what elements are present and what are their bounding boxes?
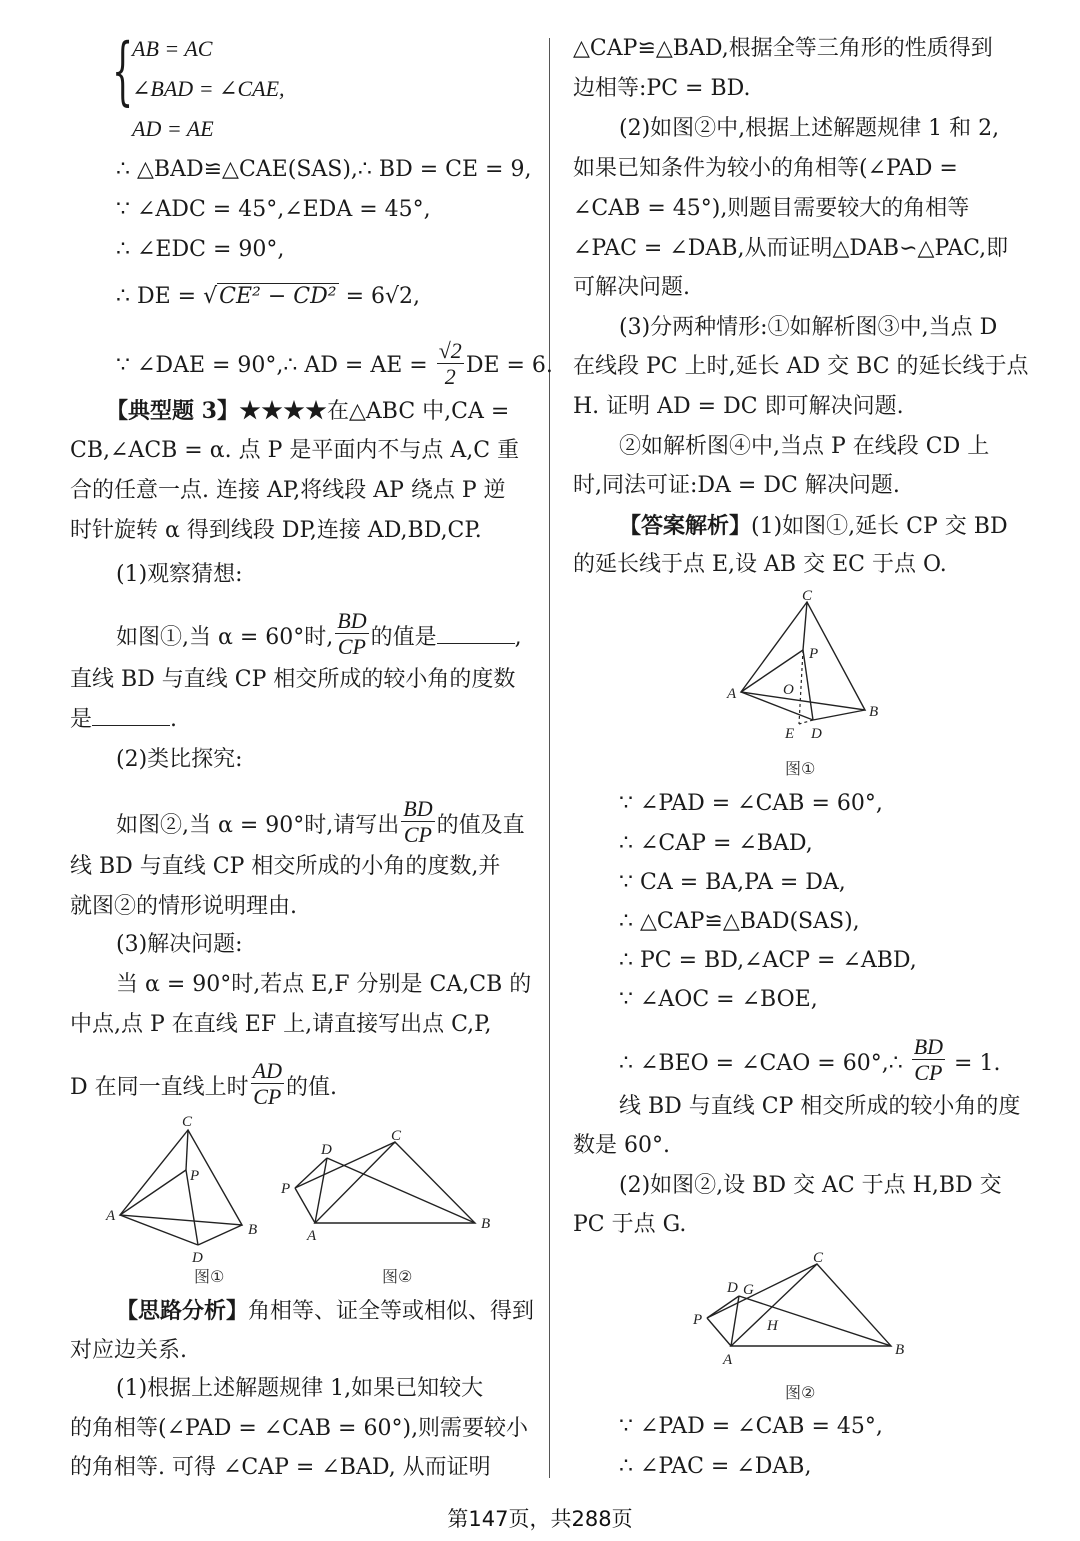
text: ,	[514, 625, 522, 650]
answer-figure-2-svg	[691, 1244, 911, 1370]
label-p: P	[190, 1168, 200, 1184]
label-c: C	[391, 1128, 402, 1144]
analysis-line: (2)如图②中,根据上述解题规律 1 和 2,	[619, 116, 1000, 141]
label-a: A	[727, 686, 737, 702]
solution-line	[619, 1034, 1001, 1085]
text: 的值及直	[436, 813, 525, 838]
proof-line: ∴ △BAD≌△CAE(SAS),∴ BD = CE = 9,	[116, 157, 532, 182]
subquestion-title: (1)观察猜想:	[116, 562, 243, 587]
label-d: D	[192, 1250, 203, 1266]
question-line: CB,∠ACB = α. 点 P 是平面内不与点 A,C 重	[70, 438, 520, 463]
segment-ad	[120, 1215, 198, 1245]
label-b: B	[481, 1216, 491, 1232]
segment-pa	[295, 1188, 315, 1223]
triangle-abc	[315, 1142, 475, 1223]
answer-blank	[437, 623, 515, 644]
text: ★★★★在△ABC 中,CA =	[238, 399, 510, 424]
label-e: E	[785, 726, 795, 742]
frac-num: BD	[913, 1034, 944, 1059]
analysis-line: ∠CAB = 45°),则题目需要较大的角相等	[573, 196, 970, 221]
figure-1-question	[100, 1110, 300, 1270]
figure-2-caption: 图②	[382, 1267, 413, 1286]
segment-cp	[186, 1130, 188, 1170]
answer-figure-1-svg	[721, 586, 891, 746]
analysis-heading	[116, 1296, 534, 1326]
answer-line: 的延长线于点 E,设 AB 交 EC 于点 O.	[573, 552, 947, 577]
label-h: H	[767, 1318, 778, 1334]
eq-line: AB = AC	[132, 36, 213, 61]
analysis-line: ∠PAC = ∠DAB,从而证明△DAB∽△PAC,即	[573, 236, 1009, 261]
label-a: A	[723, 1352, 733, 1368]
analysis-line: 边相等:PC = BD.	[573, 76, 751, 101]
frac-num: √2	[438, 338, 462, 363]
proof-line: ∵ ∠ADC = 45°,∠EDA = 45°,	[116, 197, 431, 222]
solution-line: ∵ ∠PAD = ∠CAB = 60°,	[619, 791, 883, 816]
solution-line: ∴ ∠CAP = ∠BAD,	[619, 831, 813, 856]
frac-den: CP	[337, 634, 366, 659]
proof-line	[116, 338, 553, 389]
label-b: B	[248, 1222, 258, 1238]
segment-pe-dashed	[799, 650, 803, 724]
answer-blank	[92, 705, 170, 726]
label-a: A	[106, 1208, 116, 1224]
analysis-line: 对应边关系.	[70, 1338, 187, 1363]
solution-line: PC 于点 G.	[573, 1212, 687, 1237]
text: = 6√2,	[338, 284, 421, 309]
label-p: P	[281, 1181, 291, 1197]
label-c: C	[802, 588, 813, 604]
system-brace: {	[112, 28, 134, 114]
question-line: 直线 BD 与直线 CP 相交所成的较小角的度数	[70, 667, 516, 692]
label-d: D	[811, 726, 822, 742]
label-b: B	[869, 704, 879, 720]
subquestion-title: (2)类比探究:	[116, 747, 243, 772]
question-line: 线 BD 与直线 CP 相交所成的小角的度数,并	[70, 854, 501, 879]
frac-den: CP	[403, 822, 432, 847]
analysis-line: 的角相等(∠PAD = ∠CAB = 60°),则需要较小	[70, 1416, 529, 1441]
analysis-line: 可解决问题.	[573, 275, 690, 300]
question-line: 时针旋转 α 得到线段 DP,连接 AD,BD,CP.	[70, 518, 482, 543]
proof-line: ∴ ∠EDC = 90°,	[116, 237, 285, 262]
analysis-line: 的角相等. 可得 ∠CAP = ∠BAD, 从而证明	[70, 1455, 491, 1480]
fraction	[251, 1060, 284, 1108]
label-b: B	[895, 1342, 905, 1358]
figure-2-answer-caption: 图②	[785, 1383, 816, 1402]
solution-line: ∴ ∠PAC = ∠DAB,	[619, 1454, 812, 1479]
question-line	[116, 608, 522, 659]
fraction	[437, 340, 464, 388]
eq-line: ∠BAD = ∠CAE,	[132, 76, 285, 101]
text: ∴ DE =	[116, 284, 204, 309]
text: 的值.	[285, 1075, 337, 1100]
analysis-line: 在线段 PC 上时,延长 AD 交 BC 的延长线于点	[573, 354, 1029, 379]
triangle-abc	[741, 602, 865, 710]
radicand: CE² − CD²	[219, 284, 337, 309]
answer-tag: 【答案解析】	[619, 513, 752, 539]
solution-line: ∴ △CAP≌△BAD(SAS),	[619, 909, 860, 934]
label-p: P	[809, 646, 819, 662]
frac-num: BD	[403, 796, 433, 821]
text: 的值是	[370, 625, 437, 650]
text: ∴ ∠BEO = ∠CAO = 60°,∴	[619, 1051, 910, 1076]
analysis-line: (3)分两种情形:①如解析图③中,当点 D	[619, 315, 998, 340]
solution-line: 数是 60°.	[573, 1133, 670, 1158]
text: DE = 6.	[465, 353, 553, 378]
label-p: P	[693, 1312, 703, 1328]
figure-1-caption: 图①	[194, 1267, 225, 1286]
column-divider	[549, 38, 550, 1478]
text: D 在同一直线上时	[70, 1075, 249, 1100]
frac-den: 2	[444, 364, 456, 389]
label-o: O	[783, 682, 794, 698]
segment-pc	[707, 1264, 817, 1318]
analysis-line: △CAP≌△BAD,根据全等三角形的性质得到	[573, 36, 993, 61]
page-number-footer: 第147页，共288页	[447, 1507, 633, 1531]
analysis-line: 如果已知条件为较小的角相等(∠PAD =	[573, 156, 958, 181]
question-line: 中点,点 P 在直线 EF 上,请直接写出点 C,P,	[70, 1012, 492, 1037]
segment-ad	[741, 692, 813, 720]
fraction	[912, 1036, 945, 1084]
triangle-abc	[120, 1130, 242, 1225]
figure-1-answer	[721, 586, 891, 746]
solution-line: (2)如图②,设 BD 交 AC 于点 H,BD 交	[619, 1173, 1002, 1198]
question-line: 当 α = 90°时,若点 E,F 分别是 CA,CB 的	[116, 972, 532, 997]
solution-line: 线 BD 与直线 CP 相交所成的较小角的度	[619, 1094, 1021, 1119]
frac-num: BD	[337, 608, 367, 633]
segment-pd	[707, 1296, 739, 1318]
eq-line: AD = AE	[132, 116, 214, 141]
figure-1-svg	[100, 1110, 300, 1270]
fraction	[401, 798, 434, 846]
text: 是	[70, 707, 93, 732]
label-d: D	[727, 1280, 738, 1296]
solution-line: ∵ ∠PAD = ∠CAB = 45°,	[619, 1414, 883, 1439]
proof-line	[116, 282, 420, 312]
triangle-abc	[731, 1264, 891, 1346]
sqrt-symbol: √	[203, 284, 218, 309]
text: 如图①,当 α = 60°时,	[116, 625, 334, 650]
question-line	[70, 705, 177, 735]
figure-2-svg	[275, 1128, 505, 1248]
question-line: 合的任意一点. 连接 AP,将线段 AP 绕点 P 逆	[70, 478, 506, 503]
text: = 1.	[947, 1051, 1001, 1076]
frac-num: AD	[252, 1058, 282, 1083]
fraction	[335, 610, 368, 658]
figure-2-question	[275, 1128, 505, 1248]
analysis-tag: 【思路分析】	[116, 1298, 249, 1324]
figure-1-answer-caption: 图①	[785, 759, 816, 778]
segment-cp	[803, 602, 807, 650]
figure-2-answer	[691, 1244, 911, 1370]
analysis-line: ②如解析图④中,当点 P 在线段 CD 上	[619, 434, 990, 459]
segment-de-dashed	[799, 720, 813, 724]
segment-ap	[120, 1170, 186, 1215]
segment-bd	[198, 1225, 242, 1245]
analysis-line: (1)根据上述解题规律 1,如果已知较大	[116, 1376, 484, 1401]
answer-heading	[619, 511, 1008, 541]
solution-line: ∴ PC = BD,∠ACP = ∠ABD,	[619, 948, 917, 973]
label-c: C	[813, 1250, 824, 1266]
text: 如图②,当 α = 90°时,请写出	[116, 813, 400, 838]
label-a: A	[307, 1228, 317, 1244]
question-line	[116, 796, 525, 847]
subquestion-title: (3)解决问题:	[116, 932, 243, 957]
frac-den: CP	[914, 1060, 943, 1085]
frac-den: CP	[253, 1084, 282, 1109]
label-d: D	[321, 1142, 332, 1158]
text: .	[170, 707, 178, 732]
segment-pa	[707, 1318, 731, 1346]
solution-line: ∵ CA = BA,PA = DA,	[619, 870, 846, 895]
label-g: G	[743, 1282, 754, 1298]
question-heading	[106, 396, 509, 426]
question-line	[70, 1058, 337, 1109]
text: ∵ ∠DAE = 90°,∴ AD = AE =	[116, 353, 435, 378]
analysis-line: H. 证明 AD = DC 即可解决问题.	[573, 394, 904, 419]
text: (1)如图①,延长 CP 交 BD	[751, 514, 1008, 539]
label-c: C	[182, 1114, 193, 1130]
analysis-line: 时,同法可证:DA = DC 解决问题.	[573, 473, 900, 498]
question-tag: 【典型题 3】	[106, 398, 239, 424]
segment-db	[327, 1158, 475, 1223]
text: 角相等、证全等或相似、得到	[248, 1299, 535, 1324]
question-line: 就图②的情形说明理由.	[70, 894, 297, 919]
solution-line: ∵ ∠AOC = ∠BOE,	[619, 987, 818, 1012]
segment-bd	[813, 710, 865, 720]
